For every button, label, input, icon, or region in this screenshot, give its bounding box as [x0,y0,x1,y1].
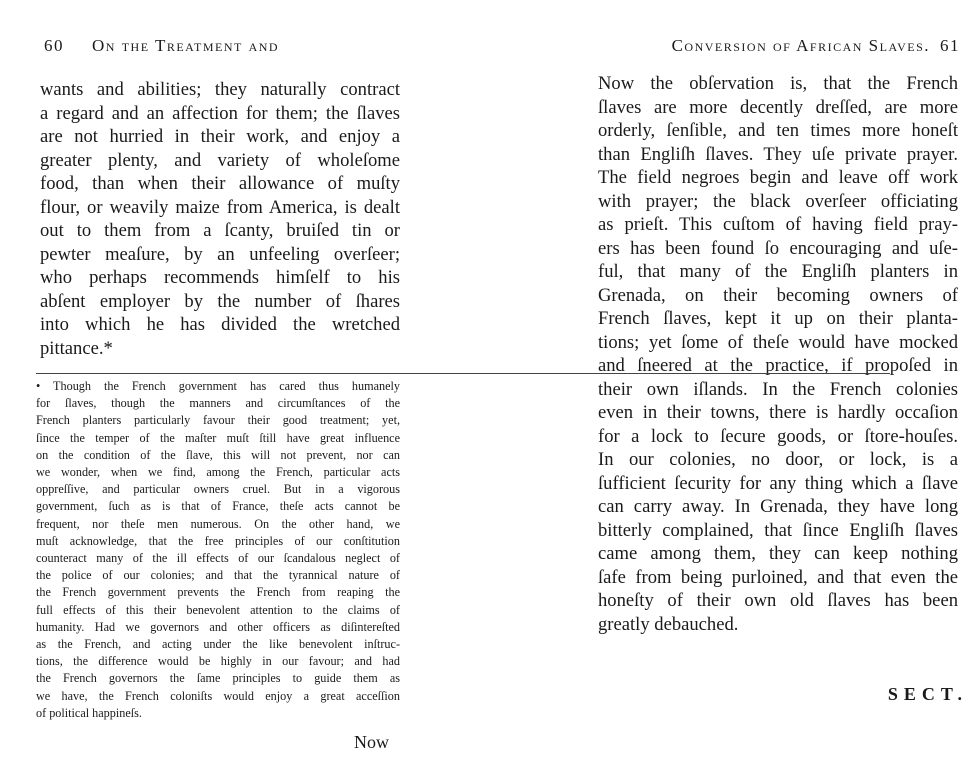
right-body-line: Now the obſervation is, that the French [598,73,958,94]
footnote-line: • Though the French government has cared thus humanely [36,379,400,393]
right-body-line: bitterly complained, that ſince Engliſh ſlaves [598,519,958,541]
right-page [490,0,980,774]
footnote-line: muſt acknowledge, that the free principles of our conſtitution [36,533,400,548]
footnote-line: oppreſſive, and particular owners cruel. But in a vigorous [36,482,400,497]
right-body-line: ſlaves are more decently dreſſed, are more [598,96,958,118]
right-body-line: ers has been found ſo encouraging and uſe- [598,237,958,259]
right-body-line: and ſneered at the practice, if propoſed in [598,355,958,376]
right-body-line: Grenada, on their becoming owners of [598,284,958,306]
right-body-line: French ſlaves, kept it up on their planta- [598,308,958,329]
right-body-line: with prayer; the black overſeer officiating [598,190,958,212]
left-body-line: abſent employer by the number of ſhares [40,290,400,312]
footnote-line: of political happineſs. [36,705,142,720]
left-body-line: pewter meaſure, by an unfeeling overſeer; [40,243,400,265]
right-body-line: ſafe from being purloined, and that even the [598,566,958,588]
right-body-line: greatly debauched. [598,613,739,635]
left-body-line: are not hurried in their work, and enjoy a [40,126,400,147]
footnote-line: the police of our colonies; and that the tyrannical nature of [36,568,400,583]
right-body-line: even in their towns, there is hardly occaſion [598,402,958,423]
right-body-line: ſufficient ſecurity for any thing which a ſlave [598,472,958,494]
footnote-line: we wonder, when we find, among the French, particular acts [36,465,400,480]
right-body-line: their own iſlands. In the French colonies [598,378,958,400]
right-body-line: honeſty of their own old ſlaves has been [598,590,958,611]
right-body-text [598,72,958,636]
footnote-line: the French governors the ſame principles to guide them as [36,671,400,686]
right-body-line: for a lock to ſecure goods, or ſtore-houſes. [598,425,958,447]
left-running-title: On the Treatment and [92,36,280,55]
footnote-line: tions, the difference would be highly in our favour; and had [36,654,400,669]
footnote-line: as the French, and acting under the like benevolent inſtruc- [36,637,400,652]
left-body-text [40,78,400,360]
footnote-line: the French government prevents the French from reaping the [36,585,400,600]
footnote [36,378,400,722]
footnote-line: humanity. Had we governors and other officers as diſintereſted [36,619,400,634]
left-running-head [44,36,279,56]
right-body-line: The field negroes begin and leave off work [598,167,958,188]
left-body-line: greater plenty, and variety of wholeſome [40,149,400,171]
right-page-rule [490,373,890,374]
left-body-line: flour, or weavily maize from America, is dealt [40,196,400,218]
left-catchword: Now [354,732,389,752]
right-body-line: can carry away. In Grenada, they have long [598,496,958,517]
right-page-number: 61 [940,36,960,55]
left-body-line: pittance.* [40,337,113,359]
right-body-line: orderly, ſenſible, and ten times more honeſt [598,120,958,141]
footnote-line: on the condition of the ſlave, this will not prevent, nor can [36,447,400,462]
right-catchword: SECT. [887,684,968,704]
footnote-line: French planters particularly favour their good treatment; yet, [36,413,400,428]
right-body-line: ful, that many of the Engliſh planters in [598,261,958,282]
footnote-line: counteract many of the ill effects of our ſcandalous neglect of [36,551,400,566]
right-running-title: Conversion of African Slaves. [671,36,930,55]
left-page-number: 60 [44,36,64,55]
footnote-rule [36,373,490,374]
left-body-line: a regard and an affection for them; the ſlaves [40,102,400,124]
right-body-line: In our colonies, no door, or lock, is a [598,449,958,470]
footnote-line: frequent, nor theſe men numerous. On the other hand, we [36,516,400,531]
left-body-line: wants and abilities; they naturally contract [40,79,400,100]
footnote-line: full effects of this their benevolent attention to the claims of [36,602,400,617]
right-body-line: than Engliſh ſlaves. They uſe private prayer. [598,143,958,165]
left-body-line: food, than when their allowance of muſty [40,173,400,194]
left-body-line: out to them from a ſcanty, bruiſed tin or [40,220,400,241]
right-body-line: came among them, they can keep nothing [598,543,958,564]
footnote-line: ſince the temper of the maſter muſt ſtill have great influence [36,430,400,445]
left-body-line: who perhaps recommends himſelf to his [40,267,400,288]
footnote-line: we have, the French coloniſts would enjoy a great acceſſion [36,688,400,703]
left-body-line: into which he has divided the wretched [40,314,400,335]
footnote-line: for ſlaves, though the manners and circumſtances of the [36,396,400,411]
right-running-head [672,36,960,56]
right-body-line: tions; yet ſome of theſe would have mocked [598,331,958,353]
right-body-line: as prieſt. This cuſtom of having field pray- [598,214,958,235]
footnote-line: government, ſuch as is that of France, theſe acts cannot be [36,499,400,514]
